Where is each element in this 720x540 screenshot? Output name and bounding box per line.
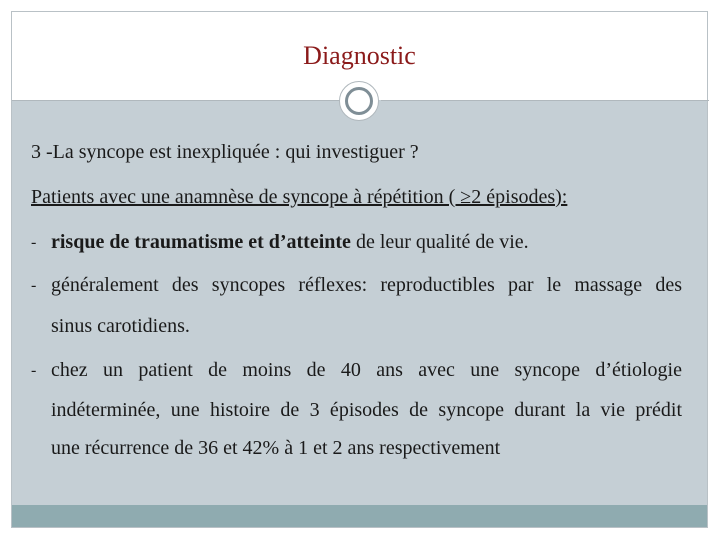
- bullet-3-line-2: indéterminée, une histoire de 3 épisodes de syncope durant la vie prédit: [51, 399, 682, 421]
- bullet-2-marker: -: [31, 277, 37, 294]
- bullet-3-marker: -: [31, 362, 37, 379]
- bullet-3-line-3: une récurrence de 36 et 42% à 1 et 2 ans respectivement: [51, 437, 501, 459]
- ring-inner: [345, 87, 373, 115]
- bullet-1-rest: de leur qualité de vie.: [350, 231, 529, 253]
- ring-ornament-icon: [339, 81, 379, 121]
- slide: [11, 11, 708, 528]
- bullet-2-line-1: généralement des syncopes réflexes: reproductibles par le massage des: [51, 274, 682, 296]
- title-divider-right: [381, 100, 709, 101]
- title-divider-left: [12, 100, 341, 101]
- footer-band: [12, 505, 707, 527]
- bullet-3-line-1: chez un patient de moins de 40 ans avec une syncope d’étiologie: [51, 359, 682, 381]
- intro-text: Patients avec une anamnèse de syncope à répétition ( ≥2 épisodes):: [31, 186, 568, 208]
- bullet-1-bold: risque de traumatisme et d’atteinte: [51, 231, 351, 253]
- bullet-1-marker: -: [31, 234, 37, 251]
- section-heading: 3 -La syncope est inexpliquée : qui investiguer ?: [31, 141, 419, 163]
- bullet-1: [51, 230, 529, 254]
- bullet-2-line-2: sinus carotidiens.: [51, 315, 190, 337]
- intro-line: [31, 185, 567, 209]
- slide-title: Diagnostic: [303, 41, 416, 70]
